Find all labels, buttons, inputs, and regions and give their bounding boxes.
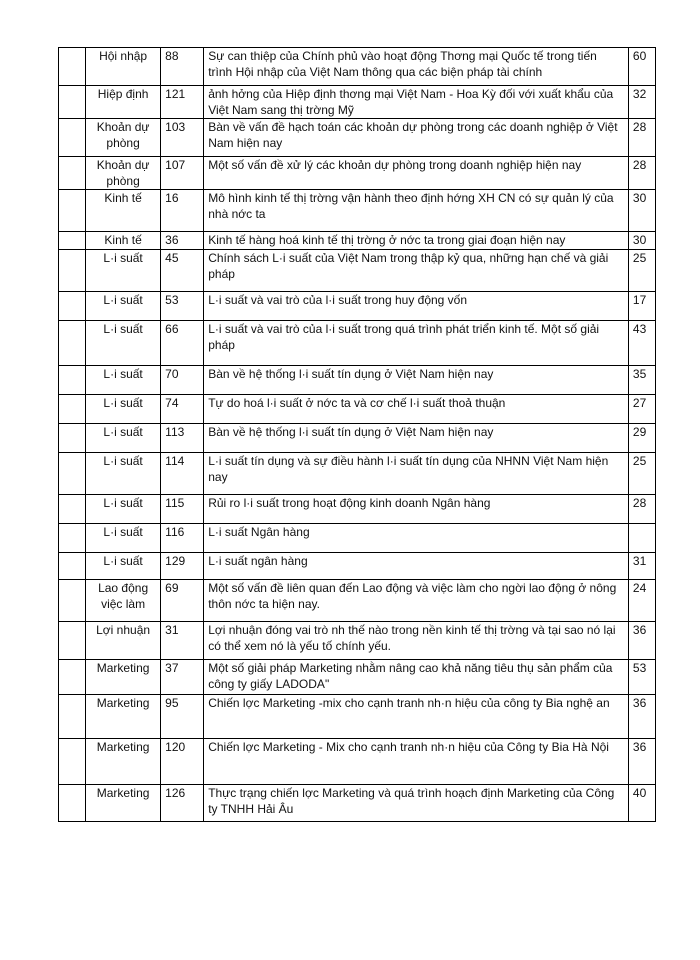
- number-cell: 45: [161, 250, 204, 292]
- page-cell: 40: [628, 785, 655, 822]
- number-cell: 114: [161, 453, 204, 495]
- keyword-cell: Lợi nhuận: [86, 622, 161, 660]
- page-cell: 43: [628, 321, 655, 366]
- keyword-cell: L·i suất: [86, 292, 161, 321]
- row-blank-cell: [59, 622, 86, 660]
- page-cell: 17: [628, 292, 655, 321]
- table-row: [59, 86, 656, 119]
- number-cell: 70: [161, 366, 204, 395]
- title-cell: Mô hình kinh tế thị trờng vận hành theo định hớng XH CN có sự quản lý của nhà nớc ta: [204, 190, 629, 232]
- keyword-cell: L·i suất: [86, 495, 161, 524]
- page-cell: 30: [628, 232, 655, 250]
- keyword-cell: L·i suất: [86, 524, 161, 553]
- page-cell: 36: [628, 695, 655, 739]
- table-row: [59, 622, 656, 660]
- title-cell: Kinh tế hàng hoá kinh tế thị trờng ở nớc ta trong giai đoạn hiện nay: [204, 232, 629, 250]
- keyword-cell: Marketing: [86, 739, 161, 785]
- row-blank-cell: [59, 739, 86, 785]
- keyword-cell: Khoản dự phòng: [86, 119, 161, 157]
- page-cell: 24: [628, 580, 655, 622]
- title-cell: Thực trạng chiến lợc Marketing và quá trình hoạch định Marketing của Công ty TNHH Hải Âu: [204, 785, 629, 822]
- keyword-cell: L·i suất: [86, 453, 161, 495]
- page-cell: 28: [628, 495, 655, 524]
- row-blank-cell: [59, 190, 86, 232]
- title-cell: L·i suất và vai trò của l·i suất trong quá trình phát triển kinh tế. Một số giải pháp: [204, 321, 629, 366]
- title-cell: Bàn về hệ thống l·i suất tín dụng ở Việt Nam hiện nay: [204, 366, 629, 395]
- catalog-body: [59, 48, 656, 822]
- page-cell: 28: [628, 119, 655, 157]
- page-cell: 36: [628, 622, 655, 660]
- row-blank-cell: [59, 453, 86, 495]
- title-cell: L·i suất tín dụng và sự điều hành l·i suất tín dụng của NHNN Việt Nam hiện nay: [204, 453, 629, 495]
- page-cell: 53: [628, 660, 655, 695]
- page-cell: 27: [628, 395, 655, 424]
- row-blank-cell: [59, 86, 86, 119]
- number-cell: 107: [161, 157, 204, 190]
- title-cell: Chiến lợc Marketing -mix cho cạnh tranh nh·n hiệu của công ty Bia nghệ an: [204, 695, 629, 739]
- number-cell: 103: [161, 119, 204, 157]
- table-row: [59, 695, 656, 739]
- title-cell: L·i suất ngân hàng: [204, 553, 629, 580]
- keyword-cell: Marketing: [86, 660, 161, 695]
- number-cell: 53: [161, 292, 204, 321]
- keyword-cell: Lao động việc làm: [86, 580, 161, 622]
- title-cell: ảnh hởng của Hiệp định thơng mại Việt Nam - Hoa Kỳ đối với xuất khẩu của Việt Nam sang thị trờng Mỹ: [204, 86, 629, 119]
- table-row: [59, 660, 656, 695]
- page-cell: 60: [628, 48, 655, 86]
- title-cell: Một số giải pháp Marketing nhằm nâng cao khả năng tiêu thụ sản phẩm của công ty giấy LADODA": [204, 660, 629, 695]
- title-cell: Lợi nhuận đóng vai trò nh thế nào trong nền kinh tế thị trờng và tại sao nó lại có thể xem nó là yếu tố chính yếu.: [204, 622, 629, 660]
- title-cell: Bàn về vấn đề hạch toán các khoản dự phòng trong các doanh nghiệp ở Việt Nam hiện nay: [204, 119, 629, 157]
- keyword-cell: Marketing: [86, 785, 161, 822]
- page-cell: 36: [628, 739, 655, 785]
- page-cell: 25: [628, 453, 655, 495]
- table-row: [59, 232, 656, 250]
- table-row: [59, 292, 656, 321]
- number-cell: 66: [161, 321, 204, 366]
- keyword-cell: L·i suất: [86, 366, 161, 395]
- row-blank-cell: [59, 695, 86, 739]
- table-row: [59, 553, 656, 580]
- page-cell: [628, 524, 655, 553]
- page-cell: 32: [628, 86, 655, 119]
- title-cell: Một số vấn đề xử lý các khoản dự phòng trong doanh nghiệp hiện nay: [204, 157, 629, 190]
- row-blank-cell: [59, 660, 86, 695]
- page-cell: 29: [628, 424, 655, 453]
- keyword-cell: L·i suất: [86, 321, 161, 366]
- number-cell: 31: [161, 622, 204, 660]
- table-row: [59, 580, 656, 622]
- number-cell: 116: [161, 524, 204, 553]
- row-blank-cell: [59, 321, 86, 366]
- keyword-cell: Hiệp định: [86, 86, 161, 119]
- table-row: [59, 190, 656, 232]
- row-blank-cell: [59, 292, 86, 321]
- row-blank-cell: [59, 424, 86, 453]
- number-cell: 69: [161, 580, 204, 622]
- table-row: [59, 524, 656, 553]
- keyword-cell: L·i suất: [86, 424, 161, 453]
- number-cell: 121: [161, 86, 204, 119]
- title-cell: Một số vấn đề liên quan đến Lao động và việc làm cho ngời lao động ở nông thôn nớc ta hiện nay.: [204, 580, 629, 622]
- table-row: [59, 119, 656, 157]
- page-cell: 30: [628, 190, 655, 232]
- number-cell: 16: [161, 190, 204, 232]
- keyword-cell: L·i suất: [86, 395, 161, 424]
- page-cell: 31: [628, 553, 655, 580]
- row-blank-cell: [59, 785, 86, 822]
- number-cell: 115: [161, 495, 204, 524]
- title-cell: Sự can thiệp của Chính phủ vào hoạt động Thơng mại Quốc tế trong tiến trình Hội nhập của Việt Nam thông qua các biện pháp tài chính: [204, 48, 629, 86]
- title-cell: L·i suất Ngân hàng: [204, 524, 629, 553]
- keyword-cell: Khoản dự phòng: [86, 157, 161, 190]
- number-cell: 120: [161, 739, 204, 785]
- table-row: [59, 250, 656, 292]
- catalog-table: [58, 47, 656, 822]
- row-blank-cell: [59, 157, 86, 190]
- table-row: [59, 453, 656, 495]
- row-blank-cell: [59, 48, 86, 86]
- title-cell: Chiến lợc Marketing - Mix cho cạnh tranh nh·n hiệu của Công ty Bia Hà Nội: [204, 739, 629, 785]
- page-cell: 25: [628, 250, 655, 292]
- table-row: [59, 424, 656, 453]
- title-cell: Rủi ro l·i suất trong hoạt động kinh doanh Ngân hàng: [204, 495, 629, 524]
- number-cell: 88: [161, 48, 204, 86]
- title-cell: Tự do hoá l·i suất ở nớc ta và cơ chế l·i suất thoả thuận: [204, 395, 629, 424]
- number-cell: 129: [161, 553, 204, 580]
- table-row: [59, 495, 656, 524]
- title-cell: Bàn về hệ thống l·i suất tín dụng ở Việt Nam hiện nay: [204, 424, 629, 453]
- number-cell: 37: [161, 660, 204, 695]
- number-cell: 95: [161, 695, 204, 739]
- table-row: [59, 739, 656, 785]
- number-cell: 126: [161, 785, 204, 822]
- row-blank-cell: [59, 250, 86, 292]
- title-cell: Chính sách L·i suất của Việt Nam trong thập kỷ qua, những hạn chế và giải pháp: [204, 250, 629, 292]
- table-row: [59, 48, 656, 86]
- row-blank-cell: [59, 495, 86, 524]
- page-cell: 28: [628, 157, 655, 190]
- number-cell: 36: [161, 232, 204, 250]
- page-cell: 35: [628, 366, 655, 395]
- table-row: [59, 366, 656, 395]
- number-cell: 113: [161, 424, 204, 453]
- keyword-cell: Kinh tế: [86, 190, 161, 232]
- table-row: [59, 785, 656, 822]
- row-blank-cell: [59, 395, 86, 424]
- keyword-cell: Kinh tế: [86, 232, 161, 250]
- table-row: [59, 157, 656, 190]
- row-blank-cell: [59, 524, 86, 553]
- keyword-cell: L·i suất: [86, 250, 161, 292]
- number-cell: 74: [161, 395, 204, 424]
- keyword-cell: L·i suất: [86, 553, 161, 580]
- row-blank-cell: [59, 119, 86, 157]
- table-row: [59, 321, 656, 366]
- keyword-cell: Hội nhập: [86, 48, 161, 86]
- row-blank-cell: [59, 553, 86, 580]
- row-blank-cell: [59, 366, 86, 395]
- row-blank-cell: [59, 232, 86, 250]
- row-blank-cell: [59, 580, 86, 622]
- table-row: [59, 395, 656, 424]
- title-cell: L·i suất và vai trò của l·i suất trong huy động vốn: [204, 292, 629, 321]
- keyword-cell: Marketing: [86, 695, 161, 739]
